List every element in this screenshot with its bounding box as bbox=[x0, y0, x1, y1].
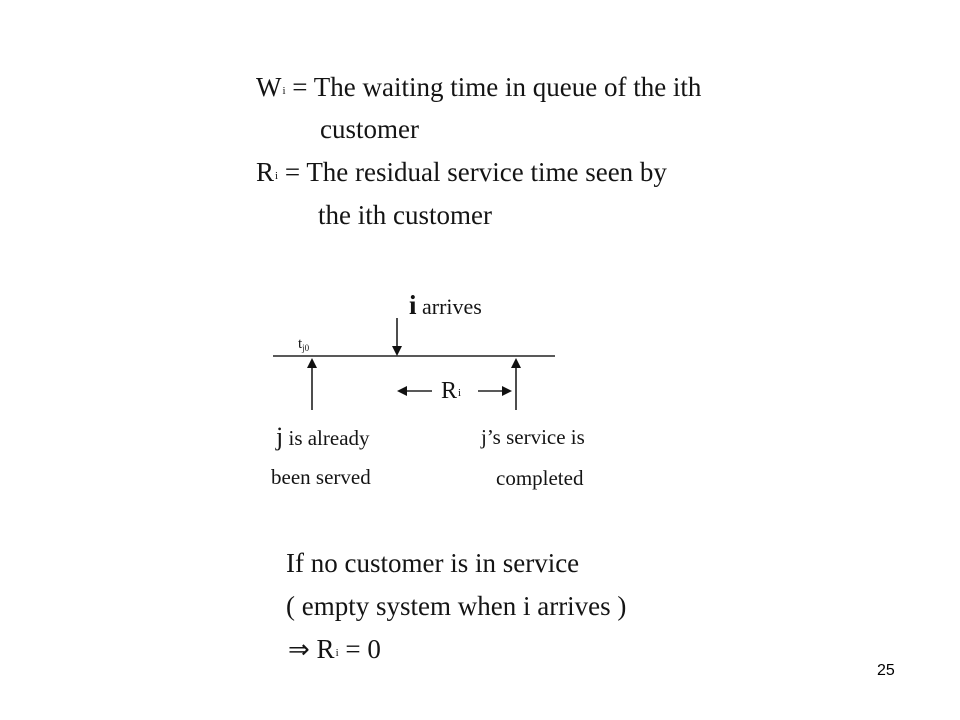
arrival-i: i bbox=[409, 290, 417, 320]
result-symbol: R bbox=[316, 634, 335, 664]
t-subscript: j0 bbox=[302, 343, 310, 353]
w-definition-line1 bbox=[256, 72, 701, 103]
right-caption-line2: completed bbox=[496, 466, 584, 490]
result-value: = 0 bbox=[338, 634, 381, 664]
arrival-label bbox=[409, 290, 482, 321]
conclusion-line1: If no customer is in service bbox=[286, 548, 580, 578]
left-caption-line2: been served bbox=[271, 465, 371, 489]
t-j0-label bbox=[298, 336, 309, 353]
w-subscript: i bbox=[282, 85, 286, 97]
arrival-text: arrives bbox=[422, 294, 482, 319]
implies-icon: ⇒ bbox=[288, 635, 310, 665]
interval-label bbox=[441, 378, 461, 405]
r-symbol: R bbox=[256, 157, 275, 187]
w-text-line1: = The waiting time in queue of the ith bbox=[292, 72, 702, 102]
r-subscript: i bbox=[275, 170, 279, 182]
conclusion-line2: ( empty system when i arrives ) bbox=[286, 591, 627, 621]
right-caption-line1: j’s service is bbox=[481, 425, 585, 449]
interval-subscript: i bbox=[458, 387, 462, 399]
conclusion-line3 bbox=[288, 634, 381, 665]
left-caption-line1 bbox=[276, 422, 370, 452]
interval-symbol: R bbox=[441, 378, 458, 404]
left-caption-text: is already bbox=[288, 426, 370, 450]
t-symbol: t bbox=[298, 336, 303, 352]
r-text-line1: = The residual service time seen by bbox=[284, 157, 667, 187]
left-caption-j: j bbox=[276, 422, 284, 451]
r-definition-line2: the ith customer bbox=[318, 200, 492, 230]
w-definition-line2: customer bbox=[320, 114, 419, 144]
w-symbol: W bbox=[256, 72, 282, 102]
result-subscript: i bbox=[335, 647, 339, 659]
page-number: 25 bbox=[877, 662, 895, 679]
r-definition-line1 bbox=[256, 157, 667, 188]
